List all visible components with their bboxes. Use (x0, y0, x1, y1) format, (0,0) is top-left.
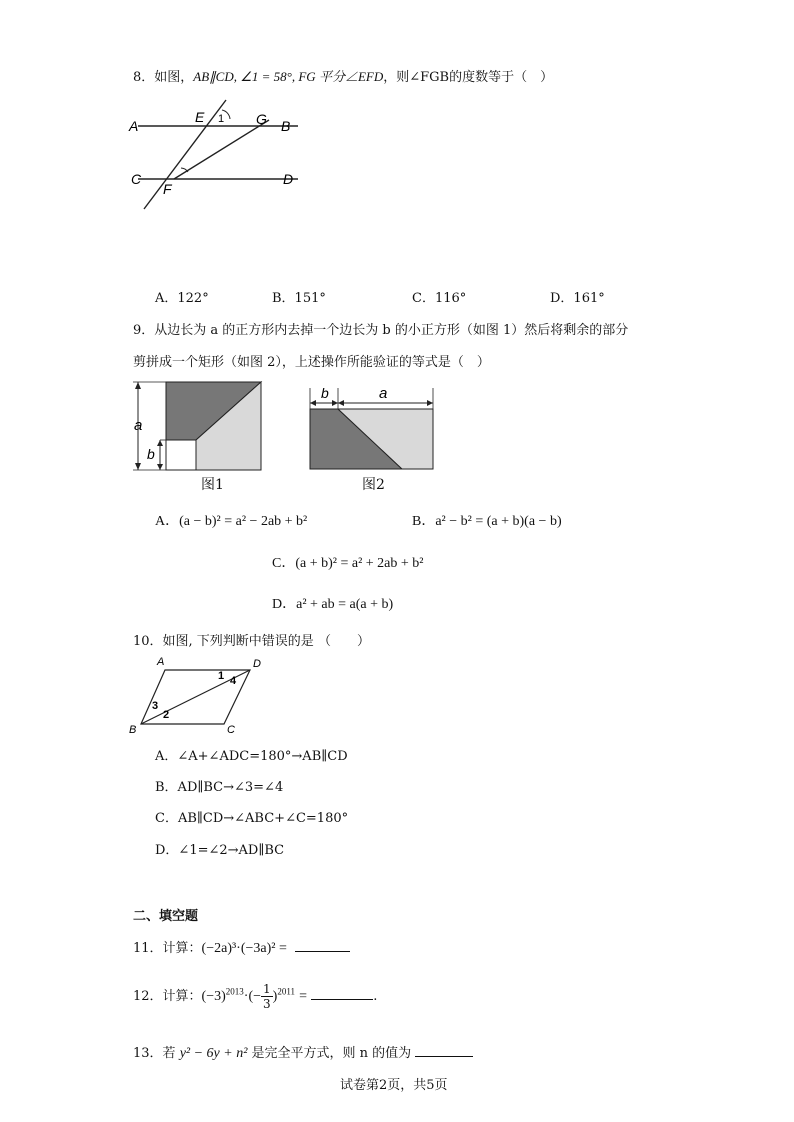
q8-label-C: C (131, 171, 142, 187)
q9-fig2-caption: 图2 (362, 477, 385, 493)
q13-answer-blank[interactable] (415, 1044, 473, 1057)
q8-option-c: C．116° (412, 291, 467, 306)
q10-angle-2: 2 (163, 709, 170, 721)
q11-expression: (−2a)³·(−3a)² = (201, 941, 287, 956)
q9-figure-2 (305, 383, 445, 473)
q8-option-a: A．122° (155, 291, 209, 306)
q9-option-a: A．(a − b)² = a² − 2ab + b² (155, 514, 308, 529)
q10-option-d: D．∠1=∠2→AD∥BC (155, 843, 285, 858)
q10-option-b: B．AD∥BC→∠3=∠4 (155, 780, 284, 795)
q10-figure (128, 655, 268, 735)
q10-angle-4: 4 (230, 675, 237, 687)
q12-fraction: $\frac{1}{3}$ (263, 982, 271, 1011)
q10-angle-3: 3 (152, 700, 159, 712)
q10-stem: 10．如图, 下列判断中错误的是 （ ） (133, 634, 370, 649)
q9-fig1-label-a: a (134, 417, 143, 434)
q9-option-c: C．(a + b)² = a² + 2ab + b² (272, 556, 424, 571)
q10-label-C: C (227, 724, 235, 736)
q12: 12．计算：$(-3)^{2013}\cdot(-$ $\frac{1}{3}$ )$^{2011}$ = . (133, 982, 378, 1011)
q9-fig1-label-b: b (147, 446, 155, 462)
q8-label-1: 1 (218, 113, 225, 125)
q9-option-d: D．a² + ab = a(a + b) (272, 597, 394, 612)
q8-label-E: E (195, 109, 205, 125)
q11: 11．计算：(−2a)³·(−3a)² = (133, 937, 350, 957)
q8-label-B: B (281, 118, 291, 134)
q12-answer-blank[interactable] (311, 987, 373, 1000)
q8-stem: 8．如图，AB∥CD, ∠1 = 58°, FG 平分∠EFD，则∠FGB的度数等于（ ） (133, 69, 554, 85)
q9-fig2-label-b: b (321, 385, 329, 401)
q8-figure (126, 95, 326, 220)
q8-label-F: F (163, 181, 172, 197)
q9-option-b: B．a² − b² = (a + b)(a − b) (412, 514, 562, 529)
q9-fig1-caption: 图1 (201, 477, 224, 493)
q8-option-b: B．151° (272, 291, 326, 306)
q10-option-c: C．AB∥CD→∠ABC+∠C=180° (155, 811, 349, 826)
q10-label-A: A (157, 656, 165, 668)
q13: 13．若 y² − 6y + n² 是完全平方式，则 n 的值为 (133, 1042, 473, 1062)
q10-label-B: B (129, 724, 137, 736)
q9-stem-line2: 剪拼成一个矩形（如图 2），上述操作所能验证的等式是（ ） (133, 355, 490, 370)
q9-fig2-label-a: a (379, 385, 388, 402)
q8-label-D: D (283, 171, 294, 187)
q10-option-a: A．∠A+∠ADC=180°→AB∥CD (155, 749, 348, 764)
q8-math: AB∥CD, ∠1 = 58°, FG 平分∠EFD (193, 69, 384, 84)
section-title: 二、填空题 (133, 909, 199, 924)
q10-label-D: D (253, 658, 261, 670)
q8-label-A: A (129, 118, 139, 134)
q13-expression: y² − 6y + n² (179, 1046, 248, 1061)
q8-option-d: D．161° (550, 291, 605, 306)
page-footer: 试卷第2页，共5页 (340, 1078, 448, 1093)
q9-stem-line1: 9．从边长为 a 的正方形内去掉一个边长为 b 的小正方形（如图 1）然后将剩余的部分 (133, 323, 629, 338)
q8-label-G: G (256, 111, 267, 127)
q10-angle-1: 1 (218, 670, 225, 682)
q11-answer-blank[interactable] (295, 939, 350, 952)
